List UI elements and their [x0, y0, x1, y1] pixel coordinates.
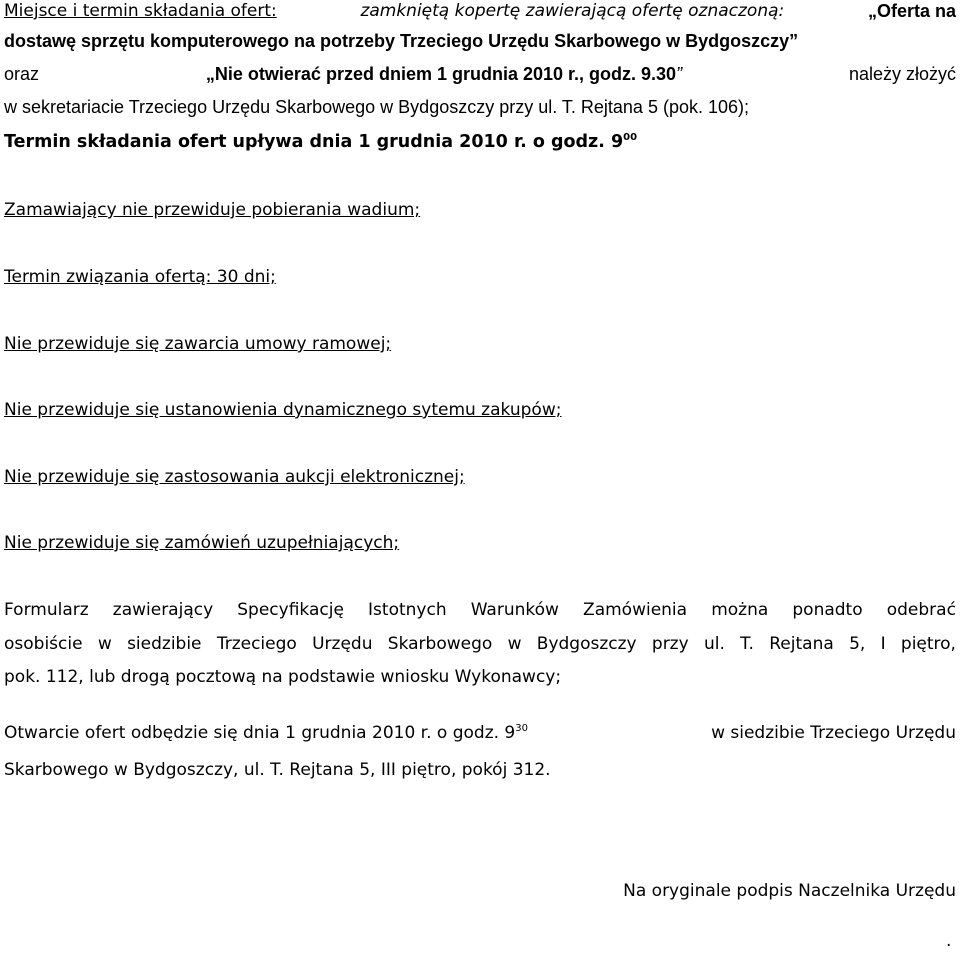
word: Urzędu	[312, 634, 373, 654]
do-not-open-line	[4, 63, 956, 85]
word: Zamówienia	[583, 600, 688, 620]
word: Bydgoszczy	[536, 634, 637, 654]
word: Skarbowego	[387, 634, 493, 654]
supplementary-orders-statement: Nie przewiduje się zamówień uzupełniających;	[4, 533, 400, 553]
word: można	[711, 600, 769, 620]
submit-phrase: należy złożyć	[848, 64, 956, 84]
word: Rejtana	[769, 634, 834, 654]
opening-minutes: 30	[515, 723, 528, 734]
do-not-open-notice: „Nie otwierać przed dniem 1 grudnia 2010 r., godz. 9.30”	[205, 64, 683, 84]
form-pickup-line-1	[4, 599, 956, 621]
opening-place: w siedzibie Trzeciego Urzędu	[711, 723, 956, 743]
word: siedzibie	[127, 634, 202, 654]
submission-label: Miejsce i termin składania ofert:	[4, 1, 277, 21]
binding-period-statement: Termin związania ofertą: 30 dni;	[4, 267, 276, 287]
secretariat-line: w sekretariacie Trzeciego Urzędu Skarbowego w Bydgoszczy przy ul. T. Rejtana 5 (pok. 106);	[4, 97, 750, 117]
word: Formularz	[4, 600, 89, 620]
word: piętro,	[900, 634, 956, 654]
dynamic-system-statement: Nie przewiduje się ustanowienia dynamicznego sytemu zakupów;	[4, 400, 562, 420]
word: I	[880, 634, 886, 654]
submission-line-1	[4, 0, 956, 22]
word: zawierający	[112, 600, 214, 620]
offer-title-line: dostawę sprzętu komputerowego na potrzeby Trzeciego Urzędu Skarbowego w Bydgoszczy”	[4, 31, 799, 51]
word: Warunków	[470, 600, 559, 620]
opening-line-1	[4, 722, 956, 744]
word: ponadto	[792, 600, 863, 620]
form-pickup-line-3: pok. 112, lub drogą pocztową na podstawie wniosku Wykonawcy;	[4, 667, 562, 687]
signature-note: Na oryginale podpis Naczelnika Urzędu	[623, 881, 956, 901]
word: Specyfikację	[237, 600, 344, 620]
word: Trzeciego	[216, 634, 297, 654]
word: T.	[740, 634, 754, 654]
word: odebrać	[886, 600, 956, 620]
opening-date: Otwarcie ofert odbędzie się dnia 1 grudnia 2010 r. o godz. $9^{30}$	[4, 723, 528, 743]
word: przy	[651, 634, 689, 654]
wadium-statement: Zamawiający nie przewiduje pobierania wadium;	[4, 200, 421, 220]
word: Istotnych	[368, 600, 447, 620]
deadline-line: Termin składania ofert upływa dnia 1 grudnia 2010 r. o godz. $9^{00}$	[4, 132, 638, 152]
deadline-minutes: 00	[623, 132, 638, 143]
opening-line-2: Skarbowego w Bydgoszczy, ul. T. Rejtana 5, III piętro, pokój 312.	[4, 760, 551, 780]
word: w	[507, 634, 522, 654]
submission-text: zamkniętą kopertę zawierającą ofertę oznaczoną:	[360, 1, 785, 21]
oraz-word: oraz	[4, 64, 40, 84]
form-pickup-line-2	[4, 633, 956, 655]
word: osobiście	[4, 634, 83, 654]
word: 5,	[849, 634, 866, 654]
trailing-dot: .	[946, 931, 952, 951]
offer-title-start: „Oferta na	[867, 1, 956, 21]
word: ul.	[703, 634, 725, 654]
word: w	[97, 634, 112, 654]
auction-statement: Nie przewiduje się zastosowania aukcji elektronicznej;	[4, 467, 465, 487]
framework-agreement-statement: Nie przewiduje się zawarcia umowy ramowej;	[4, 334, 392, 354]
